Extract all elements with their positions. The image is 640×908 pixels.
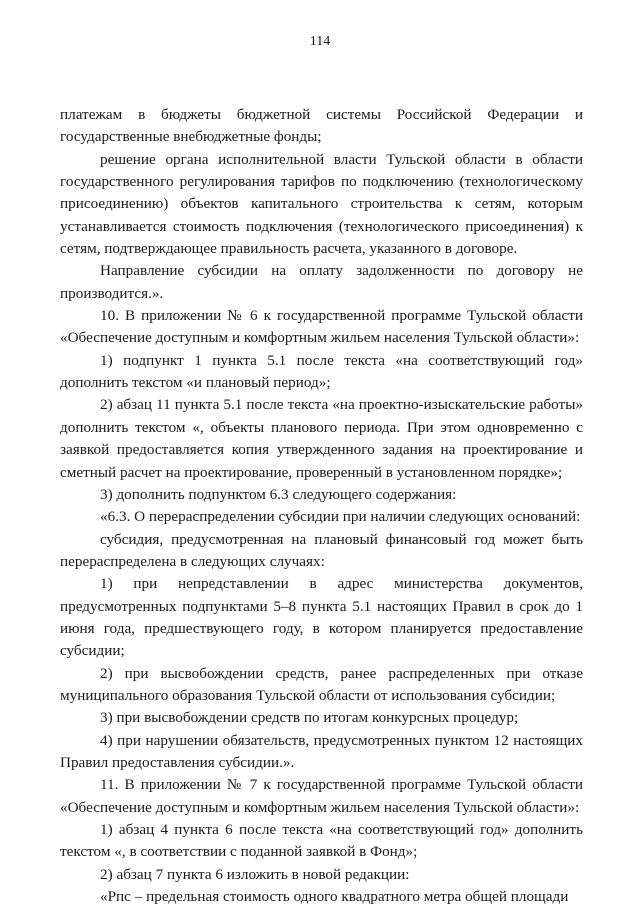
paragraph-item-11-sub-2: 2) абзац 7 пункта 6 изложить в новой редакции:	[100, 865, 410, 883]
paragraph-rps-definition: «Рпс – предельная стоимость одного квадратного метра общей площади	[100, 888, 569, 906]
paragraph-item-10-sub-3: 3) дополнить подпунктом 6.3 следующего содержания:	[100, 485, 457, 503]
paragraph-budget-payments: платежам в бюджеты бюджетной системы Российской Федерации и государственные внебюджетные фонды;	[60, 106, 583, 146]
paragraph-item-11: 11. В приложении № 7 к государственной программе Тульской области «Обеспечение доступным и комфортным жильем населения Тульской области»:	[60, 776, 583, 816]
paragraph-subsidy-redistribution: субсидия, предусмотренная на плановый финансовый год может быть перераспределена в следующих случаях:	[60, 530, 583, 570]
paragraph-case-3: 3) при высвобождении средств по итогам конкурсных процедур;	[100, 709, 519, 727]
page-number: 114	[309, 34, 331, 49]
paragraph-item-10: 10. В приложении № 6 к государственной программе Тульской области «Обеспечение доступным и комфортным жильем населения Тульской области»:	[60, 307, 583, 347]
document-body	[60, 104, 583, 908]
paragraph-clause-6-3: «6.3. О перераспределении субсидии при наличии следующих оснований:	[100, 508, 581, 526]
paragraph-tariff-decision: решение органа исполнительной власти Тульской области в области государственного регулирования тарифов по подключению (технологическому присоединению) объектов капитального строительства к сетям, которым устанавливается стоимость подключения (технологического присоединения) к сетям, подтверждающее правильность расчета, указанного в договоре.	[60, 150, 583, 258]
paragraph-item-10-sub-2: 2) абзац 11 пункта 5.1 после текста «на проектно-изыскательские работы» дополнить текстом «, объекты планового периода. При этом одновременно с заявкой предоставляется копия утвержденного задания на проектирование и сметный расчет на проектирование, проверенный в установленном порядке»;	[60, 396, 583, 481]
paragraph-item-10-sub-1: 1) подпункт 1 пункта 5.1 после текста «на соответствующий год» дополнить текстом «и плановый период»;	[60, 351, 583, 392]
paragraph-debt-payment: Направление субсидии на оплату задолженности по договору не производится.».	[60, 262, 583, 302]
paragraph-case-4: 4) при нарушении обязательств, предусмотренных пунктом 12 настоящих Правил предоставления субсидии.».	[60, 731, 583, 771]
paragraph-item-11-sub-1: 1) абзац 4 пункта 6 после текста «на соответствующий год» дополнить текстом «, в соответствии с поданной заявкой в Фонд»;	[60, 821, 583, 861]
paragraph-case-1: 1) при непредставлении в адрес министерства документов, предусмотренных подпунктами 5–8 пункта 5.1 настоящих Правил в срок до 1 июня года, предшествующего году, в котором планируется предоставление субсидии;	[60, 575, 583, 660]
paragraph-case-2: 2) при высвобождении средств, ранее распределенных при отказе муниципального образования Тульской области от использования субсидии;	[60, 664, 583, 704]
